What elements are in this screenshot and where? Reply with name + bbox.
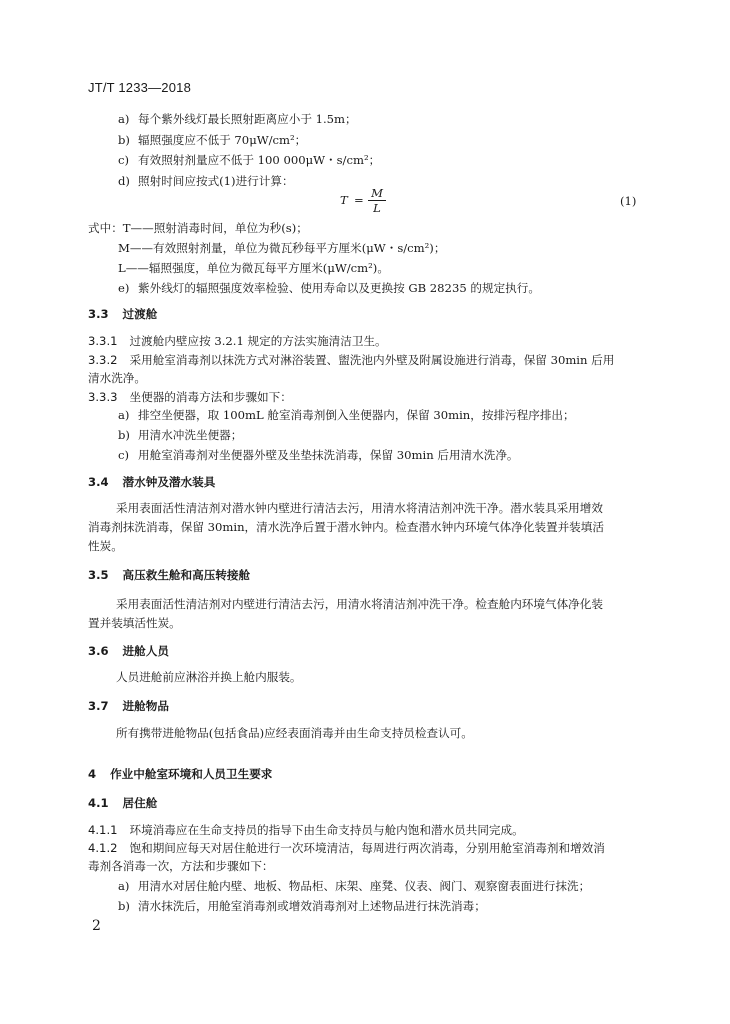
section-number: 4.1 bbox=[88, 796, 109, 810]
page-number: 2 bbox=[92, 918, 101, 934]
clause-4-1-2 bbox=[88, 840, 605, 856]
section-title: 作业中舱室环境和人员卫生要求 bbox=[110, 767, 273, 781]
section-number: 3.5 bbox=[88, 568, 109, 582]
clause-number: 3.3.2 bbox=[88, 353, 118, 367]
list-label: a) bbox=[118, 879, 130, 893]
clause-text: 采用舱室消毒剂以抹洗方式对淋浴装置、盥洗池内外壁及附属设施进行消毒，保留 30min 后用 bbox=[129, 353, 615, 367]
formula-equals: = bbox=[354, 193, 364, 207]
list-label: a) bbox=[118, 408, 130, 422]
section-title: 进舱人员 bbox=[122, 644, 169, 658]
paragraph-line: 采用表面活性清洁剂对内壁进行清洁去污，用清水将清洁剂冲洗干净。检查舱内环境气体净化装 bbox=[116, 597, 603, 611]
formula-fraction bbox=[368, 186, 386, 215]
list-text: 用清水冲洗坐便器； bbox=[138, 428, 243, 442]
clause-number: 4.1.1 bbox=[88, 823, 118, 837]
clause-3-3-3 bbox=[88, 389, 292, 405]
clause-text: 过渡舱内壁应按 3.2.1 规定的方法实施清洁卫生。 bbox=[129, 334, 387, 348]
clause-3-3-2 bbox=[88, 352, 614, 368]
clause-3-3-2-cont: 清水洗净。 bbox=[88, 371, 146, 385]
section-number: 3.4 bbox=[88, 475, 109, 489]
formula-numerator: M bbox=[371, 186, 383, 200]
clause-number: 3.3.3 bbox=[88, 390, 118, 404]
list-text: 每个紫外线灯最长照射距离应小于 1.5m； bbox=[138, 112, 357, 126]
clause-text: 环境消毒应在生命支持员的指导下由生命支持员与舱内饱和潜水员共同完成。 bbox=[129, 823, 524, 837]
section-4-1-heading bbox=[88, 795, 157, 811]
list-label: c) bbox=[118, 153, 130, 167]
section-title: 潜水钟及潜水装具 bbox=[122, 475, 216, 489]
list-text: 紫外线灯的辐照强度效率检验、使用寿命以及更换按 GB 28235 的规定执行。 bbox=[138, 281, 540, 295]
section-3-5-heading bbox=[88, 567, 250, 583]
section-title: 高压救生舱和高压转接舱 bbox=[122, 568, 251, 582]
section-3-4-heading bbox=[88, 474, 215, 490]
clause-4-1-2-cont: 毒剂各消毒一次，方法和步骤如下： bbox=[88, 859, 274, 873]
where-line-l: L——辐照强度，单位为微瓦每平方厘米(μW/cm²)。 bbox=[118, 261, 389, 275]
list-label: e) bbox=[118, 281, 130, 295]
paragraph-line: 采用表面活性清洁剂对潜水钟内壁进行清洁去污，用清水将清洁剂冲洗干净。潜水装具采用增效 bbox=[116, 501, 603, 515]
formula-lhs: T bbox=[340, 193, 348, 207]
clause-text: 坐便器的消毒方法和步骤如下： bbox=[129, 390, 292, 404]
section-title: 过渡舱 bbox=[122, 307, 158, 321]
section-number: 3.7 bbox=[88, 699, 109, 713]
where-line-t: T——照射消毒时间，单位为秒(s)； bbox=[122, 221, 308, 235]
paragraph-line: 消毒剂抹洗消毒，保留 30min，清水洗净后置于潜水钟内。检查潜水钟内环境气体净化装置并装填活 bbox=[88, 520, 604, 534]
section-3-6-heading bbox=[88, 643, 169, 659]
clause-number: 4.1.2 bbox=[88, 841, 118, 855]
paragraph-line: 人员进舱前应淋浴并换上舱内服装。 bbox=[116, 670, 302, 684]
formula-1 bbox=[340, 186, 400, 216]
clause-number: 3.3.1 bbox=[88, 334, 118, 348]
list-text: 辐照强度应不低于 70μW/cm²； bbox=[138, 133, 307, 147]
list-text: 用清水对居住舱内壁、地板、物品柜、床架、座凳、仪表、阀门、观察窗表面进行抹洗； bbox=[138, 879, 591, 893]
list-label: b) bbox=[118, 133, 130, 147]
list-text: 清水抹洗后，用舱室消毒剂或增效消毒剂对上述物品进行抹洗消毒； bbox=[138, 899, 486, 913]
list-label: a) bbox=[118, 112, 130, 126]
section-title: 进舱物品 bbox=[122, 699, 169, 713]
paragraph-line: 所有携带进舱物品(包括食品)应经表面消毒并由生命支持员检查认可。 bbox=[116, 726, 473, 740]
section-number: 3.6 bbox=[88, 644, 109, 658]
where-intro bbox=[88, 220, 308, 236]
list-label: c) bbox=[118, 448, 130, 462]
clause-3-3-1 bbox=[88, 333, 387, 349]
clause-text: 饱和期间应每天对居住舱进行一次环境清洁，每周进行两次消毒，分别用舱室消毒剂和增效消 bbox=[129, 841, 605, 855]
paragraph-line: 置并装填活性炭。 bbox=[88, 616, 181, 630]
section-title: 居住舱 bbox=[122, 796, 158, 810]
list-text: 有效照射剂量应不低于 100 000μW・s/cm²； bbox=[138, 153, 381, 167]
clause-4-1-1 bbox=[88, 822, 524, 838]
list-label: d) bbox=[118, 174, 130, 188]
list-text: 照射时间应按式(1)进行计算： bbox=[138, 174, 294, 188]
chapter-4-heading bbox=[88, 766, 272, 782]
formula-tag: (1) bbox=[620, 194, 637, 208]
list-text: 排空坐便器，取 100mL 舱室消毒剂倒入坐便器内，保留 30min，按排污程序排出； bbox=[138, 408, 575, 422]
section-number: 4 bbox=[88, 767, 97, 781]
standard-number-header: JT/T 1233—2018 bbox=[88, 80, 192, 95]
list-label: b) bbox=[118, 899, 130, 913]
section-3-3-heading bbox=[88, 306, 157, 322]
list-label: b) bbox=[118, 428, 130, 442]
paragraph-line: 性炭。 bbox=[88, 539, 123, 553]
where-line-m: M——有效照射剂量，单位为微瓦秒每平方厘米(μW・s/cm²)； bbox=[118, 241, 446, 255]
formula-denominator: L bbox=[373, 201, 381, 215]
section-number: 3.3 bbox=[88, 307, 109, 321]
list-text: 用舱室消毒剂对坐便器外壁及坐垫抹洗消毒，保留 30min 后用清水洗净。 bbox=[138, 448, 519, 462]
where-intro-label: 式中： bbox=[88, 221, 123, 235]
section-3-7-heading bbox=[88, 698, 169, 714]
